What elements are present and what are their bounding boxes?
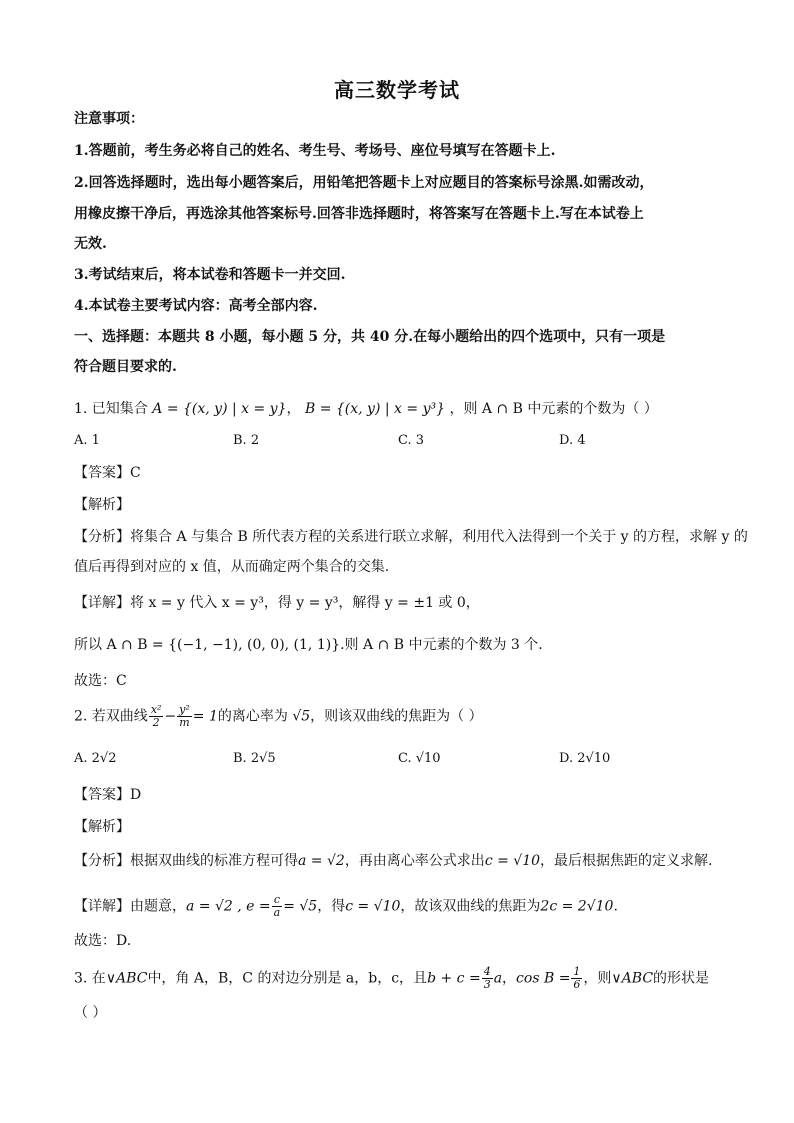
- question-3-text-b: ，: [502, 970, 517, 987]
- question-2-analysis-tag: 【解析】: [74, 819, 130, 835]
- minus-sign: −: [164, 708, 177, 725]
- page-title: 高三数学考试: [334, 78, 460, 102]
- question-2-fenxi-text-a: 根据双曲线的标准方程可得: [130, 853, 298, 869]
- question-2-answer: [74, 786, 141, 804]
- question-2-xiangjie: [74, 894, 618, 919]
- question-1-fenxi-text-1: 将集合 A 与集合 B 所代表方程的关系进行联立求解，利用代入法得到一个关于 y 的方程，求解 y 的: [130, 529, 748, 545]
- xiangjie-tag: 【详解】: [74, 898, 130, 915]
- answer-tag: 【答案】: [74, 465, 130, 481]
- question-1-xiangjie-line-1: [74, 594, 480, 612]
- question-1-suffix: ，则 A ∩ B 中元素的个数为（ ）: [449, 401, 658, 417]
- question-1-set-b: B = {(x, y) | x = y³}: [304, 401, 445, 417]
- question-3-math-a-var: a: [493, 970, 503, 987]
- question-2-xiangjie-math-b: = √5: [283, 898, 318, 915]
- question-2-stem: [74, 704, 483, 729]
- question-1-answer: [74, 464, 141, 482]
- question-2-suffix: ，则该双曲线的焦距为（ ）: [310, 708, 483, 725]
- question-1-choice: 故选：C: [74, 673, 127, 689]
- question-2-option-b: B. 2√5: [233, 751, 276, 766]
- question-2-xiangjie-text-c: ，故该双曲线的焦距为: [400, 898, 541, 915]
- question-1-option-d: D. 4: [559, 433, 586, 448]
- question-2-fenxi-math-a: a = √2: [298, 853, 345, 869]
- question-1-set-a: A = {(x, y) | x = y}: [152, 401, 287, 417]
- question-1-fenxi-line-1: [74, 528, 748, 546]
- question-2-fenxi: [74, 852, 712, 870]
- question-2-fenxi-text-b: ，再由离心率公式求出: [344, 853, 485, 869]
- question-2-answer-value: D: [130, 787, 142, 803]
- notice-item-2-line-2: 用橡皮擦干净后，再选涂其他答案标号.回答非选择题时，将答案写在答题卡上.写在本试卷上: [74, 206, 644, 222]
- question-2-xiangjie-math-a: a = √2 , e =: [186, 898, 271, 915]
- question-3-text-c: ，则: [583, 970, 612, 987]
- fraction-numerator: 1: [573, 965, 581, 978]
- xiangjie-tag: 【详解】: [74, 595, 130, 611]
- question-2-option-c: C. √10: [398, 751, 441, 766]
- question-3-text-d: 的形状是: [653, 970, 710, 987]
- notice-heading: 注意事项：: [74, 111, 144, 127]
- question-1-option-b: B. 2: [233, 433, 260, 448]
- question-1-separator: ，: [286, 401, 301, 417]
- question-1-xiangjie-line-2: 所以 A ∩ B = {(−1, −1), (0, 0), (1, 1)}.则 A ∩ B 中元素的个数为 3 个.: [74, 637, 543, 653]
- notice-item-1: 1.答题前，考生务必将自己的姓名、考生号、考场号、座位号填写在答题卡上.: [74, 143, 556, 159]
- question-2-xiangjie-text-b: ，得: [317, 898, 346, 915]
- notice-item-2-line-1: 2.回答选择题时，选出每小题答案后，用铅笔把答题卡上对应题目的答案标号涂黑.如需改动，: [74, 175, 654, 191]
- triangle-abc: ∨ABC: [611, 970, 654, 987]
- notice-item-3: 3.考试结束后，将本试卷和答题卡一并交回.: [74, 267, 346, 283]
- question-3-prefix: 3. 在: [74, 970, 106, 987]
- fraction-denominator: a: [273, 906, 281, 919]
- fraction-numerator: x²: [150, 703, 162, 716]
- question-1-fenxi-line-2: 值后再得到对应的 x 值，从而确定两个集合的交集.: [74, 559, 390, 575]
- question-2-fraction-c-over-a: [272, 894, 283, 919]
- question-3-fraction-4-3: [482, 966, 493, 991]
- fenxi-tag: 【分析】: [74, 529, 130, 545]
- fraction-numerator: c: [272, 894, 283, 907]
- question-3-line-2: （ ）: [74, 1005, 107, 1021]
- fraction-denominator: m: [179, 716, 190, 729]
- question-3-fraction-1-6: [571, 966, 582, 991]
- section-heading-line-1: 一、选择题：本题共 8 小题，每小题 5 分，共 40 分.在每小题给出的四个选项中，只有一项是: [74, 329, 666, 345]
- answer-tag: 【答案】: [74, 787, 130, 803]
- question-2-xiangjie-text-a: 由题意，: [130, 898, 186, 915]
- question-2-option-a: A. 2√2: [74, 751, 117, 766]
- question-2-xiangjie-math-c: c = √10: [345, 898, 401, 915]
- question-2-choice: 故选：D.: [74, 933, 132, 949]
- fraction-denominator: 2: [152, 716, 160, 729]
- equals-one: = 1: [192, 708, 218, 725]
- question-2-fenxi-text-c: ，最后根据焦距的定义求解.: [540, 853, 713, 869]
- fraction-denominator: 3: [483, 978, 491, 991]
- question-3-math-cos: cos B =: [516, 970, 571, 987]
- question-1-stem: [74, 400, 658, 418]
- question-2-fraction-y: [177, 704, 192, 729]
- fraction-denominator: 6: [573, 978, 581, 991]
- question-2-xiangjie-math-d: 2c = 2√10: [540, 898, 614, 915]
- fenxi-tag: 【分析】: [74, 853, 130, 869]
- question-2-mid: 的离心率为: [217, 708, 288, 725]
- question-2-fraction-x: [149, 704, 164, 729]
- question-3-text-a: 中，角 A，B，C 的对边分别是 a，b，c，且: [147, 970, 428, 987]
- fraction-numerator: y²: [179, 703, 190, 716]
- triangle-abc: ∨ABC: [105, 970, 148, 987]
- question-3-stem: [74, 966, 709, 991]
- question-1-xiangjie-text-1: 将 x = y 代入 x = y³，得 y = y³，解得 y = ±1 或 0，: [130, 595, 480, 611]
- fraction-numerator: 4: [483, 965, 491, 978]
- question-2-xiangjie-text-d: .: [613, 898, 618, 915]
- question-2-fenxi-math-c: c = √10: [484, 853, 541, 869]
- sqrt-5: √5: [292, 708, 311, 725]
- question-1-option-a: A. 1: [74, 433, 100, 448]
- question-3-math-a: b + c =: [427, 970, 481, 987]
- question-1-option-c: C. 3: [398, 433, 425, 448]
- question-2-option-d: D. 2√10: [559, 751, 611, 766]
- notice-item-4: 4.本试卷主要考试内容：高考全部内容.: [74, 298, 318, 314]
- question-2-prefix: 2. 若双曲线: [74, 708, 148, 725]
- section-heading-line-2: 符合题目要求的.: [74, 359, 177, 375]
- notice-item-2-line-3: 无效.: [74, 236, 107, 252]
- question-1-answer-value: C: [130, 465, 141, 481]
- question-1-analysis-tag: 【解析】: [74, 497, 130, 513]
- question-1-prefix: 1. 已知集合: [74, 401, 148, 417]
